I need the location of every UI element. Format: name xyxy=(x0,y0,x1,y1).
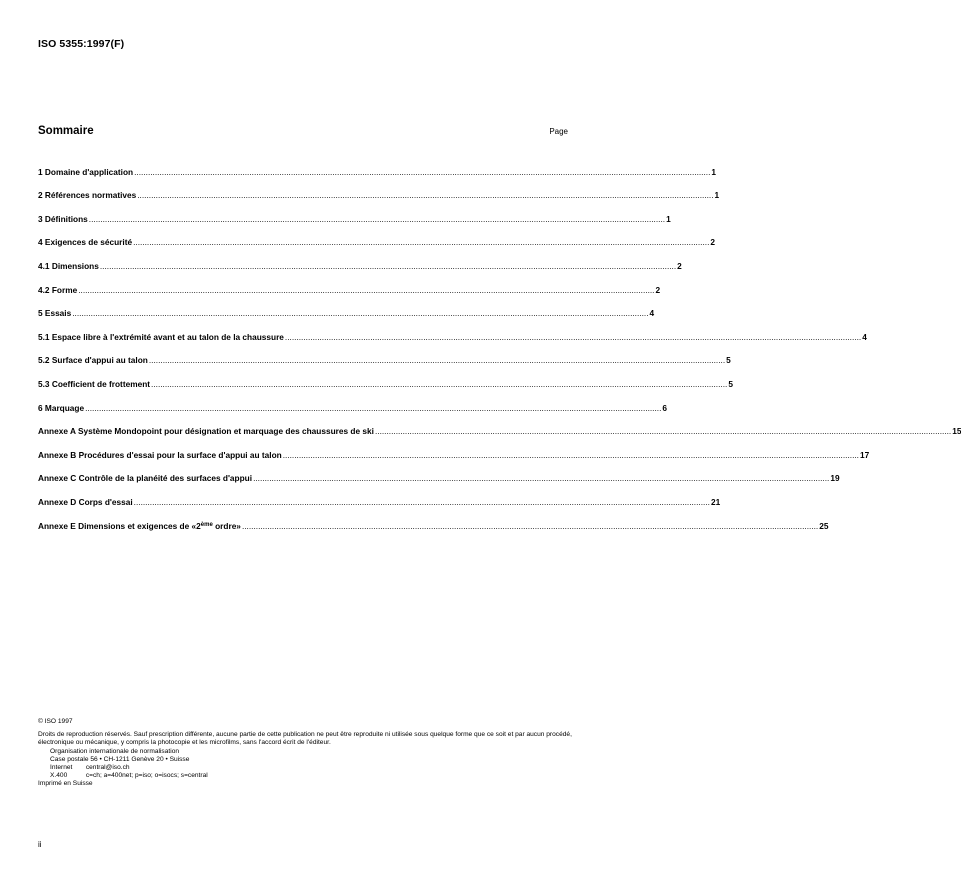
toc-entry-page: 1 xyxy=(714,190,720,201)
toc-leader-dots: .......................................................................................................................................................................................................................................................... xyxy=(85,402,662,413)
toc-entry-page: 25 xyxy=(819,520,829,531)
toc-header xyxy=(38,125,568,141)
toc-entry-label: 6 Marquage xyxy=(38,402,85,413)
toc-entry-page: 1 xyxy=(711,166,717,177)
toc-entry-label-superscript: ème xyxy=(200,521,213,528)
toc-entry-page: 2 xyxy=(710,237,716,248)
toc-leader-dots: .......................................................................................................................................................................................................................................................... xyxy=(133,237,710,248)
toc-entry-page: 19 xyxy=(830,473,840,484)
toc-leader-dots: .......................................................................................................................................................................................................................................................... xyxy=(148,355,726,366)
toc-entry[interactable] xyxy=(38,507,829,531)
toc-entry[interactable] xyxy=(38,318,867,342)
toc-entry[interactable] xyxy=(38,413,961,437)
toc-entry[interactable] xyxy=(38,389,668,413)
toc-entry-label: 5.3 Coefficient de frottement xyxy=(38,378,151,389)
toc-leader-dots: .......................................................................................................................................................................................................................................................... xyxy=(241,520,819,531)
toc-page-column-label: Page xyxy=(549,127,568,136)
toc-entry-label xyxy=(38,521,241,531)
toc-entry-page: 2 xyxy=(655,284,661,295)
toc-entry[interactable] xyxy=(38,271,661,295)
toc-leader-dots: .......................................................................................................................................................................................................................................................... xyxy=(88,213,666,224)
toc-entry-page: 1 xyxy=(666,213,671,224)
toc-entry-page: 5 xyxy=(726,355,731,366)
document-code: ISO 5355:1997(F) xyxy=(38,38,125,50)
toc-entry-label: 5.1 Espace libre à l'extrémité avant et au talon de la chaussure xyxy=(38,331,284,342)
toc-entry-label: Annexe A Système Mondopoint pour désignation et marquage des chaussures de ski xyxy=(38,426,374,437)
toc-entry[interactable] xyxy=(38,247,682,271)
toc-entry-page: 5 xyxy=(728,378,733,389)
toc-leader-dots: .......................................................................................................................................................................................................................................................... xyxy=(78,284,655,295)
toc-title: Sommaire xyxy=(38,125,94,137)
internet-label: Internet xyxy=(50,764,73,772)
toc-leader-dots: .......................................................................................................................................................................................................................................................... xyxy=(253,473,830,484)
toc-leader-dots: .......................................................................................................................................................................................................................................................... xyxy=(284,331,862,342)
toc-leader-dots: .......................................................................................................................................................................................................................................................... xyxy=(374,426,952,437)
toc-entry-label: Annexe B Procédures d'essai pour la surface d'appui au talon xyxy=(38,449,282,460)
toc-entry[interactable] xyxy=(38,460,840,484)
rights-statement: Droits de reproduction réservés. Sauf prescription différente, aucune partie de cette publication ne peut être reproduite ni utilisée sous quelque forme que ce soit et par aucun procédé, électronique ou mécanique, y compris la photocopie et les microfilms, sans l'accord écrit de l'éditeur. xyxy=(38,731,572,747)
toc-entry-label: 5 Essais xyxy=(38,308,72,319)
toc-entry-label: Annexe D Corps d'essai xyxy=(38,496,133,507)
toc-entry-page: 4 xyxy=(862,331,867,342)
toc-entry-label: 4 Exigences de sécurité xyxy=(38,237,133,248)
toc-entry-label-after: ordre» xyxy=(212,520,241,531)
postal-address: Case postale 56 • CH-1211 Genève 20 • Suisse xyxy=(50,755,190,763)
toc-leader-dots: .......................................................................................................................................................................................................................................................... xyxy=(133,496,710,507)
toc-entry[interactable] xyxy=(38,483,721,507)
toc-entry[interactable] xyxy=(38,153,717,177)
toc-entry-label: 1 Domaine d'application xyxy=(38,166,134,177)
toc-entry[interactable] xyxy=(38,200,671,224)
toc-entry-label: 4.1 Dimensions xyxy=(38,260,99,271)
toc-entry-page: 4 xyxy=(649,308,655,319)
toc-entry[interactable] xyxy=(38,342,731,366)
printed-in: Imprimé en Suisse xyxy=(38,780,93,788)
toc-entry[interactable] xyxy=(38,295,655,319)
toc-entry[interactable] xyxy=(38,177,720,201)
internet-email-link[interactable]: central@iso.ch xyxy=(85,764,130,772)
toc-entry-page: 21 xyxy=(710,496,721,507)
toc-entry-page: 15 xyxy=(952,426,961,437)
toc-leader-dots: .......................................................................................................................................................................................................................................................... xyxy=(137,190,714,201)
toc-entry-label: Annexe C Contrôle de la planéité des surfaces d'appui xyxy=(38,473,253,484)
organisation-name: Organisation internationale de normalisation xyxy=(50,747,180,755)
publisher-address xyxy=(38,748,578,781)
toc-leader-dots: .......................................................................................................................................................................................................................................................... xyxy=(134,166,711,177)
toc-entry-label: 2 Références normatives xyxy=(38,190,137,201)
x400-contact xyxy=(50,772,578,780)
toc-entry[interactable] xyxy=(38,224,716,248)
toc-leader-dots: .......................................................................................................................................................................................................................................................... xyxy=(282,449,859,460)
toc-list xyxy=(38,153,961,531)
toc-leader-dots: .......................................................................................................................................................................................................................................................... xyxy=(151,378,728,389)
toc-entry-page: 2 xyxy=(677,260,682,271)
toc-entry-label: 5.2 Surface d'appui au talon xyxy=(38,355,148,366)
x400-label: X.400 xyxy=(50,772,68,780)
x400-address: c=ch; a=400net; p=iso; o=isocs; s=central xyxy=(85,772,208,780)
page-number: ii xyxy=(38,840,42,849)
toc-entry[interactable] xyxy=(38,365,733,389)
toc-entry-label-before: Annexe E Dimensions et exigences de «2 xyxy=(38,520,201,531)
copyright-block xyxy=(38,718,578,789)
toc-entry[interactable] xyxy=(38,436,870,460)
toc-entry-page: 17 xyxy=(860,449,870,460)
toc-leader-dots: .......................................................................................................................................................................................................................................................... xyxy=(72,308,649,319)
toc-leader-dots: .......................................................................................................................................................................................................................................................... xyxy=(99,260,677,271)
copyright-notice: © ISO 1997 xyxy=(38,718,73,725)
toc-entry-label: 3 Définitions xyxy=(38,213,88,224)
toc-entry-label: 4.2 Forme xyxy=(38,284,78,295)
internet-contact xyxy=(50,764,578,772)
toc-entry-page: 6 xyxy=(662,402,668,413)
